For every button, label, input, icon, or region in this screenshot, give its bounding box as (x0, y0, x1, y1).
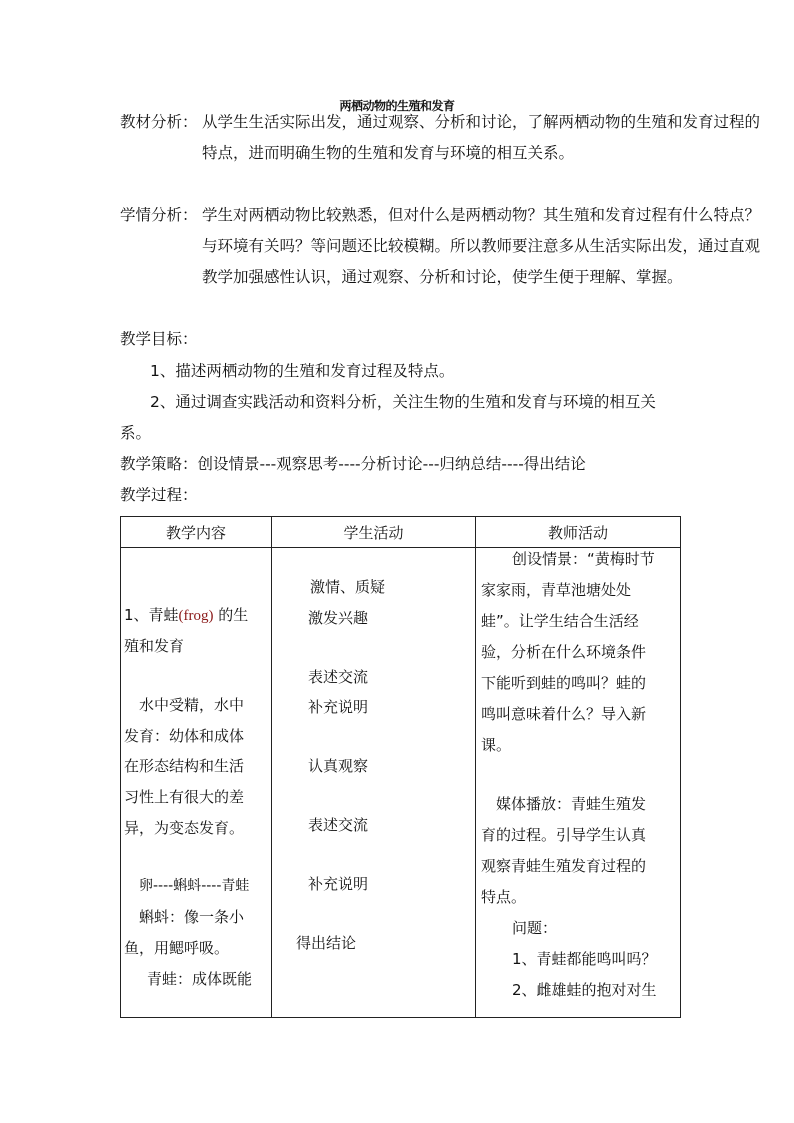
goal-2-line-1: 2、通过调查实践活动和资料分析，关注生物的生殖和发育与环境的相互关 (150, 393, 656, 411)
content-line: 青蛙：成体既能 (147, 970, 253, 988)
teaching-strategy: 教学策略：创设情景---观察思考----分析讨论---归纳总结----得出结论 (120, 455, 586, 473)
student-activity-line: 表述交流 (308, 668, 369, 686)
teacher-activity-line: 鸣叫意味着什么？导入新 (481, 705, 647, 723)
teacher-activity-line: 创设情景：“黄梅时节 (512, 550, 655, 568)
content-line: 异，为变态发育。 (124, 819, 245, 837)
content-line: 习性上有很大的差 (124, 788, 245, 806)
teacher-activity-line: 观察青蛙生殖发育过程的 (481, 857, 647, 875)
student-analysis (120, 200, 762, 293)
content-line: 水中受精，水中 (139, 696, 245, 714)
student-analysis-label: 学情分析： (120, 206, 198, 224)
frog-english: (frog) (178, 608, 214, 624)
teacher-activity-line: 问题： (512, 919, 558, 937)
teacher-activity-line: 媒体播放：青蛙生殖发 (496, 795, 647, 813)
content-cell (121, 548, 272, 1018)
content-line: 在形态结构和生活 (124, 757, 245, 775)
teacher-activity-cell (476, 548, 681, 1018)
goals-heading: 教学目标： (120, 330, 198, 348)
header-content: 教学内容 (121, 517, 272, 548)
lesson-table (120, 516, 681, 1018)
teacher-activity-line: 验，分析在什么环境条件 (481, 643, 647, 661)
teacher-activity-line: 1、青蛙都能鸣叫吗？ (512, 950, 657, 968)
material-analysis (120, 107, 772, 169)
content-line: 卵----蝌蚪----青蛙 (139, 878, 250, 894)
page-title: 两栖动物的生殖和发育 (339, 99, 455, 113)
content-line: 殖和发育 (124, 637, 185, 655)
student-activity-line: 激情、质疑 (310, 578, 386, 596)
teacher-activity-line: 特点。 (481, 888, 527, 906)
student-activity-line: 表述交流 (308, 816, 369, 834)
student-activity-line: 补充说明 (308, 698, 369, 716)
content-line: 发育：幼体和成体 (124, 727, 245, 745)
student-activity-cell (272, 548, 476, 1018)
process-heading: 教学过程： (120, 486, 198, 504)
goal-2-line-2: 系。 (120, 424, 152, 442)
table-row (121, 548, 681, 1018)
header-student-activity: 学生活动 (272, 517, 476, 548)
student-analysis-text: 学生对两栖动物比较熟悉，但对什么是两栖动物？其生殖和发育过程有什么特点？与环境有关吗？等问题还比较模糊。所以教师要注意多从生活实际出发，通过直观教学加强感性认识，通过观察、分析和讨论，使学生便于理解、掌握。 (202, 206, 761, 286)
teacher-activity-line: 家家雨，青草池塘处处 (481, 581, 632, 599)
material-analysis-label: 教材分析： (120, 113, 198, 131)
student-activity-line: 激发兴趣 (308, 609, 369, 627)
student-activity-line: 得出结论 (296, 934, 357, 952)
content-line: 蝌蚪：像一条小 (139, 908, 245, 926)
content-line: 鱼，用鳃呼吸。 (124, 939, 230, 957)
teacher-activity-line: 蛙”。让学生结合生活经 (481, 612, 639, 630)
header-teacher-activity: 教师活动 (476, 517, 681, 548)
student-activity-line: 认真观察 (308, 757, 369, 775)
material-analysis-text: 从学生生活实际出发，通过观察、分析和讨论，了解两栖动物的生殖和发育过程的特点，进而明确生物的生殖和发育与环境的相互关系。 (202, 113, 761, 162)
goal-1: 1、描述两栖动物的生殖和发育过程及特点。 (150, 362, 455, 380)
teacher-activity-line: 下能听到蛙的鸣叫？蛙的 (481, 674, 647, 692)
content-line: 1、青蛙(frog) 的生 (124, 606, 249, 624)
student-activity-line: 补充说明 (308, 875, 369, 893)
teacher-activity-line: 育的过程。引导学生认真 (481, 826, 647, 844)
teacher-activity-line: 课。 (481, 736, 512, 754)
teacher-activity-line: 2、雌雄蛙的抱对对生 (512, 981, 657, 999)
table-header-row (121, 517, 681, 548)
